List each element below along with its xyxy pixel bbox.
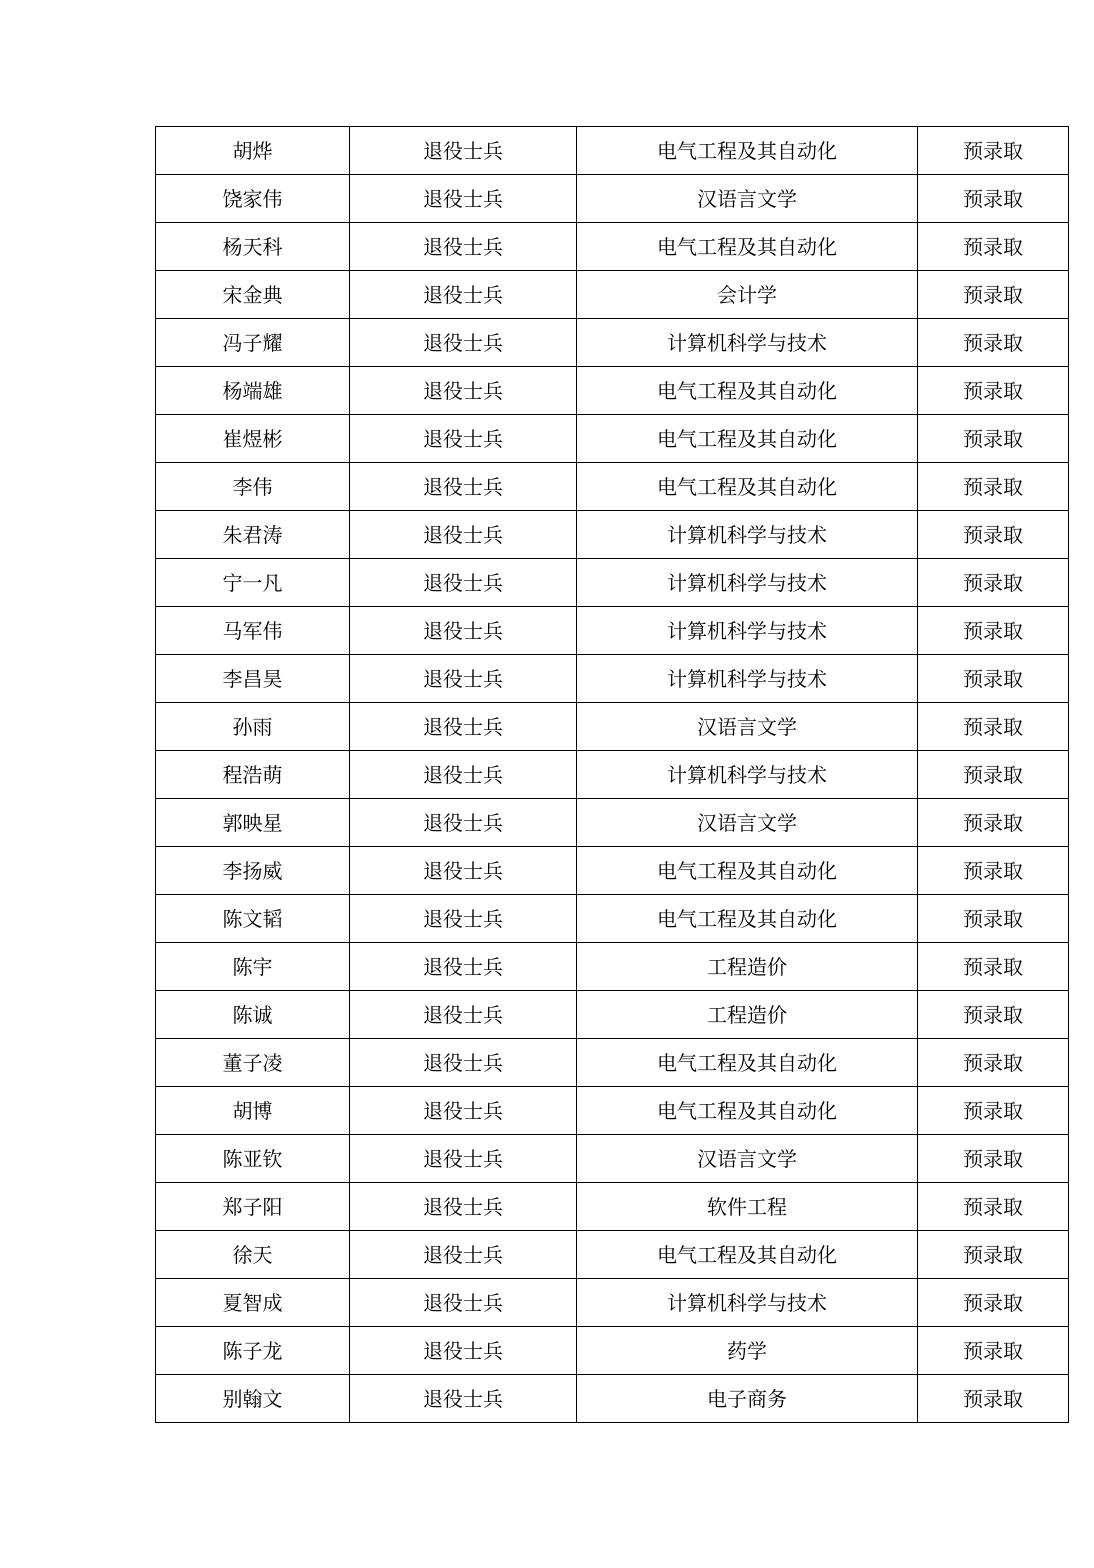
- table-row: [156, 703, 1069, 751]
- major-cell: 电气工程及其自动化: [577, 415, 918, 463]
- major-cell: 计算机科学与技术: [577, 319, 918, 367]
- name-cell: 夏智成: [156, 1279, 350, 1327]
- status-cell: 预录取: [918, 1135, 1069, 1183]
- name-cell: 饶家伟: [156, 175, 350, 223]
- name-cell: 郭映星: [156, 799, 350, 847]
- category-cell: 退役士兵: [350, 175, 577, 223]
- name-cell: 崔煜彬: [156, 415, 350, 463]
- status-cell: 预录取: [918, 175, 1069, 223]
- category-cell: 退役士兵: [350, 1375, 577, 1423]
- major-cell: 会计学: [577, 271, 918, 319]
- table-row: [156, 463, 1069, 511]
- table-row: [156, 223, 1069, 271]
- category-cell: 退役士兵: [350, 1327, 577, 1375]
- status-cell: 预录取: [918, 271, 1069, 319]
- category-cell: 退役士兵: [350, 847, 577, 895]
- major-cell: 电气工程及其自动化: [577, 895, 918, 943]
- major-cell: 计算机科学与技术: [577, 511, 918, 559]
- name-cell: 李扬威: [156, 847, 350, 895]
- major-cell: 计算机科学与技术: [577, 559, 918, 607]
- table-row: [156, 847, 1069, 895]
- table-row: [156, 319, 1069, 367]
- name-cell: 程浩萌: [156, 751, 350, 799]
- major-cell: 计算机科学与技术: [577, 607, 918, 655]
- status-cell: 预录取: [918, 367, 1069, 415]
- name-cell: 胡博: [156, 1087, 350, 1135]
- table-row: [156, 1135, 1069, 1183]
- status-cell: 预录取: [918, 751, 1069, 799]
- status-cell: 预录取: [918, 991, 1069, 1039]
- category-cell: 退役士兵: [350, 703, 577, 751]
- table-row: [156, 415, 1069, 463]
- major-cell: 电气工程及其自动化: [577, 223, 918, 271]
- category-cell: 退役士兵: [350, 415, 577, 463]
- name-cell: 别翰文: [156, 1375, 350, 1423]
- category-cell: 退役士兵: [350, 1183, 577, 1231]
- name-cell: 宋金典: [156, 271, 350, 319]
- major-cell: 电子商务: [577, 1375, 918, 1423]
- name-cell: 朱君涛: [156, 511, 350, 559]
- status-cell: 预录取: [918, 607, 1069, 655]
- major-cell: 汉语言文学: [577, 1135, 918, 1183]
- status-cell: 预录取: [918, 1279, 1069, 1327]
- status-cell: 预录取: [918, 943, 1069, 991]
- major-cell: 计算机科学与技术: [577, 751, 918, 799]
- category-cell: 退役士兵: [350, 943, 577, 991]
- major-cell: 工程造价: [577, 991, 918, 1039]
- status-cell: 预录取: [918, 415, 1069, 463]
- status-cell: 预录取: [918, 223, 1069, 271]
- table-row: [156, 799, 1069, 847]
- status-cell: 预录取: [918, 463, 1069, 511]
- status-cell: 预录取: [918, 895, 1069, 943]
- name-cell: 杨端雄: [156, 367, 350, 415]
- table-row: [156, 367, 1069, 415]
- table-row: [156, 607, 1069, 655]
- status-cell: 预录取: [918, 319, 1069, 367]
- table-row: [156, 655, 1069, 703]
- status-cell: 预录取: [918, 799, 1069, 847]
- major-cell: 电气工程及其自动化: [577, 1231, 918, 1279]
- status-cell: 预录取: [918, 1183, 1069, 1231]
- major-cell: 工程造价: [577, 943, 918, 991]
- table-row: [156, 1039, 1069, 1087]
- table-row: [156, 559, 1069, 607]
- name-cell: 杨天科: [156, 223, 350, 271]
- category-cell: 退役士兵: [350, 655, 577, 703]
- major-cell: 汉语言文学: [577, 703, 918, 751]
- major-cell: 电气工程及其自动化: [577, 1039, 918, 1087]
- name-cell: 陈亚钦: [156, 1135, 350, 1183]
- name-cell: 陈子龙: [156, 1327, 350, 1375]
- name-cell: 陈宇: [156, 943, 350, 991]
- table-row: [156, 1231, 1069, 1279]
- table-row: [156, 751, 1069, 799]
- category-cell: 退役士兵: [350, 895, 577, 943]
- category-cell: 退役士兵: [350, 1135, 577, 1183]
- category-cell: 退役士兵: [350, 1231, 577, 1279]
- category-cell: 退役士兵: [350, 799, 577, 847]
- major-cell: 药学: [577, 1327, 918, 1375]
- status-cell: 预录取: [918, 655, 1069, 703]
- major-cell: 电气工程及其自动化: [577, 1087, 918, 1135]
- category-cell: 退役士兵: [350, 127, 577, 175]
- table-row: [156, 895, 1069, 943]
- table-row: [156, 943, 1069, 991]
- category-cell: 退役士兵: [350, 751, 577, 799]
- status-cell: 预录取: [918, 1087, 1069, 1135]
- name-cell: 董子凌: [156, 1039, 350, 1087]
- status-cell: 预录取: [918, 703, 1069, 751]
- name-cell: 李伟: [156, 463, 350, 511]
- category-cell: 退役士兵: [350, 511, 577, 559]
- major-cell: 电气工程及其自动化: [577, 847, 918, 895]
- status-cell: 预录取: [918, 511, 1069, 559]
- table-row: [156, 271, 1069, 319]
- major-cell: 汉语言文学: [577, 175, 918, 223]
- major-cell: 电气工程及其自动化: [577, 463, 918, 511]
- table-row: [156, 1183, 1069, 1231]
- category-cell: 退役士兵: [350, 559, 577, 607]
- table-row: [156, 1327, 1069, 1375]
- name-cell: 李昌昊: [156, 655, 350, 703]
- status-cell: 预录取: [918, 1375, 1069, 1423]
- name-cell: 陈诚: [156, 991, 350, 1039]
- status-cell: 预录取: [918, 1327, 1069, 1375]
- category-cell: 退役士兵: [350, 223, 577, 271]
- status-cell: 预录取: [918, 127, 1069, 175]
- major-cell: 计算机科学与技术: [577, 1279, 918, 1327]
- name-cell: 胡烨: [156, 127, 350, 175]
- status-cell: 预录取: [918, 1039, 1069, 1087]
- category-cell: 退役士兵: [350, 1039, 577, 1087]
- category-cell: 退役士兵: [350, 319, 577, 367]
- table-row: [156, 1087, 1069, 1135]
- major-cell: 软件工程: [577, 1183, 918, 1231]
- category-cell: 退役士兵: [350, 1279, 577, 1327]
- major-cell: 汉语言文学: [577, 799, 918, 847]
- admission-table-body: [156, 127, 1069, 1423]
- major-cell: 电气工程及其自动化: [577, 127, 918, 175]
- category-cell: 退役士兵: [350, 271, 577, 319]
- category-cell: 退役士兵: [350, 367, 577, 415]
- table-row: [156, 127, 1069, 175]
- category-cell: 退役士兵: [350, 607, 577, 655]
- table-row: [156, 1375, 1069, 1423]
- category-cell: 退役士兵: [350, 991, 577, 1039]
- major-cell: 计算机科学与技术: [577, 655, 918, 703]
- admission-table: [155, 126, 1069, 1423]
- name-cell: 冯子耀: [156, 319, 350, 367]
- name-cell: 马军伟: [156, 607, 350, 655]
- name-cell: 宁一凡: [156, 559, 350, 607]
- category-cell: 退役士兵: [350, 1087, 577, 1135]
- major-cell: 电气工程及其自动化: [577, 367, 918, 415]
- name-cell: 郑子阳: [156, 1183, 350, 1231]
- status-cell: 预录取: [918, 559, 1069, 607]
- name-cell: 徐天: [156, 1231, 350, 1279]
- name-cell: 孙雨: [156, 703, 350, 751]
- name-cell: 陈文韬: [156, 895, 350, 943]
- table-row: [156, 1279, 1069, 1327]
- table-row: [156, 511, 1069, 559]
- table-row: [156, 175, 1069, 223]
- table-row: [156, 991, 1069, 1039]
- status-cell: 预录取: [918, 847, 1069, 895]
- status-cell: 预录取: [918, 1231, 1069, 1279]
- category-cell: 退役士兵: [350, 463, 577, 511]
